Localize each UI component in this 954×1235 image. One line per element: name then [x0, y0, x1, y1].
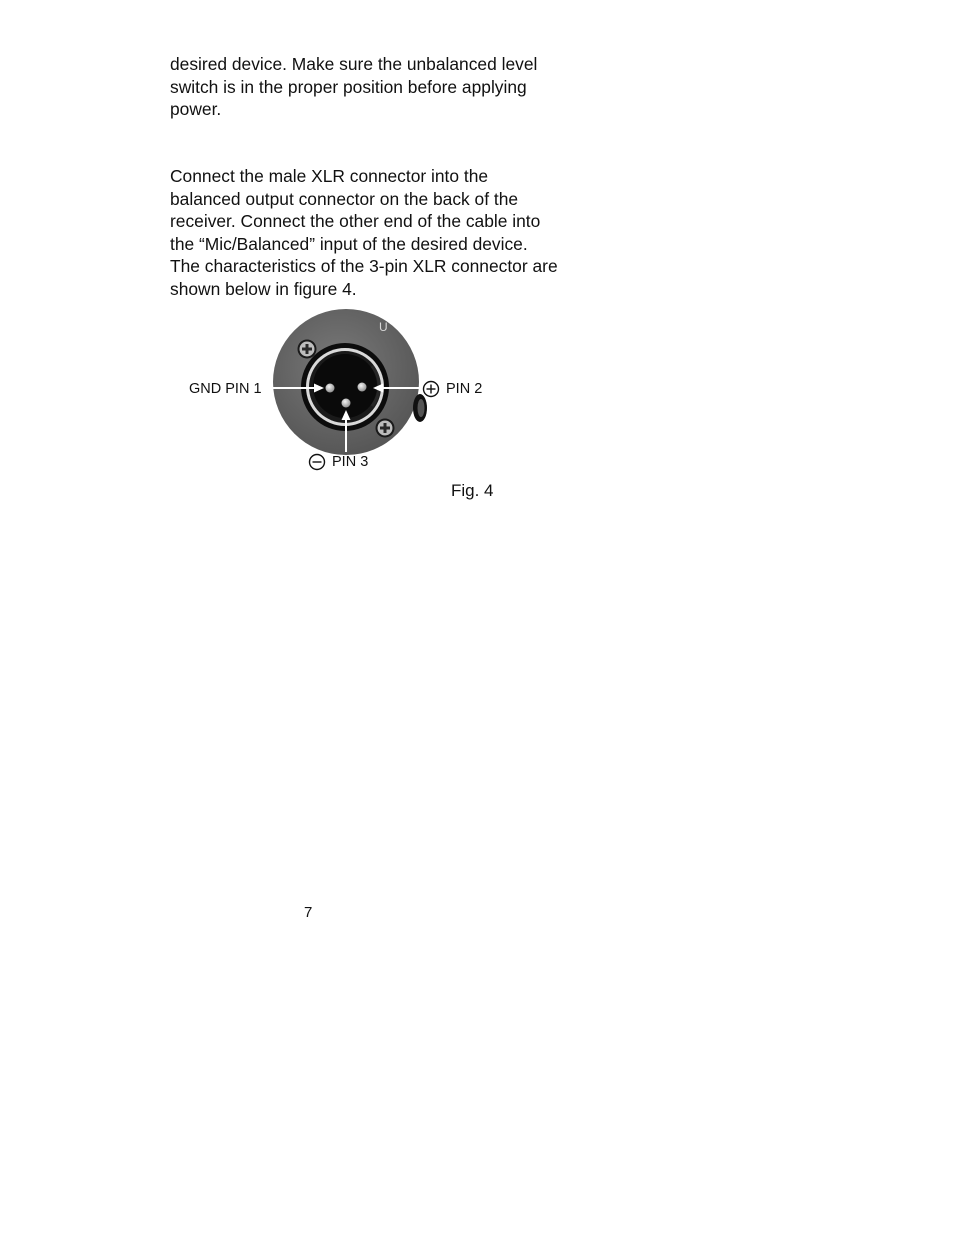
xlr-pin-1 [326, 384, 335, 393]
xlr-pin-3 [342, 399, 351, 408]
plate-label-fragment: U [379, 320, 388, 334]
paragraph-unbalanced-switch: desired device. Make sure the unbalanced level switch is in the proper position before applying power. [170, 54, 538, 120]
minus-icon [310, 455, 325, 470]
pin-2-label: PIN 2 [446, 381, 483, 397]
screw-icon [376, 419, 395, 438]
figure-caption: Fig. 4 [451, 481, 494, 500]
xlr-socket-insert [313, 354, 377, 418]
screw-icon [298, 340, 317, 359]
paragraph-xlr-connection: Connect the male XLR connector into the balanced output connector on the back of the receiver. Connect the other end of the cable into the “Mic/Balanced” input of the desired device. The characteristics of the 3-pin XLR connector are shown below in figure 4. [170, 166, 558, 299]
pin-1-label: GND PIN 1 [189, 381, 262, 397]
plus-icon [424, 382, 439, 397]
xlr-pin-2 [358, 383, 367, 392]
pin-3-label: PIN 3 [332, 454, 369, 470]
page-number: 7 [304, 904, 313, 921]
